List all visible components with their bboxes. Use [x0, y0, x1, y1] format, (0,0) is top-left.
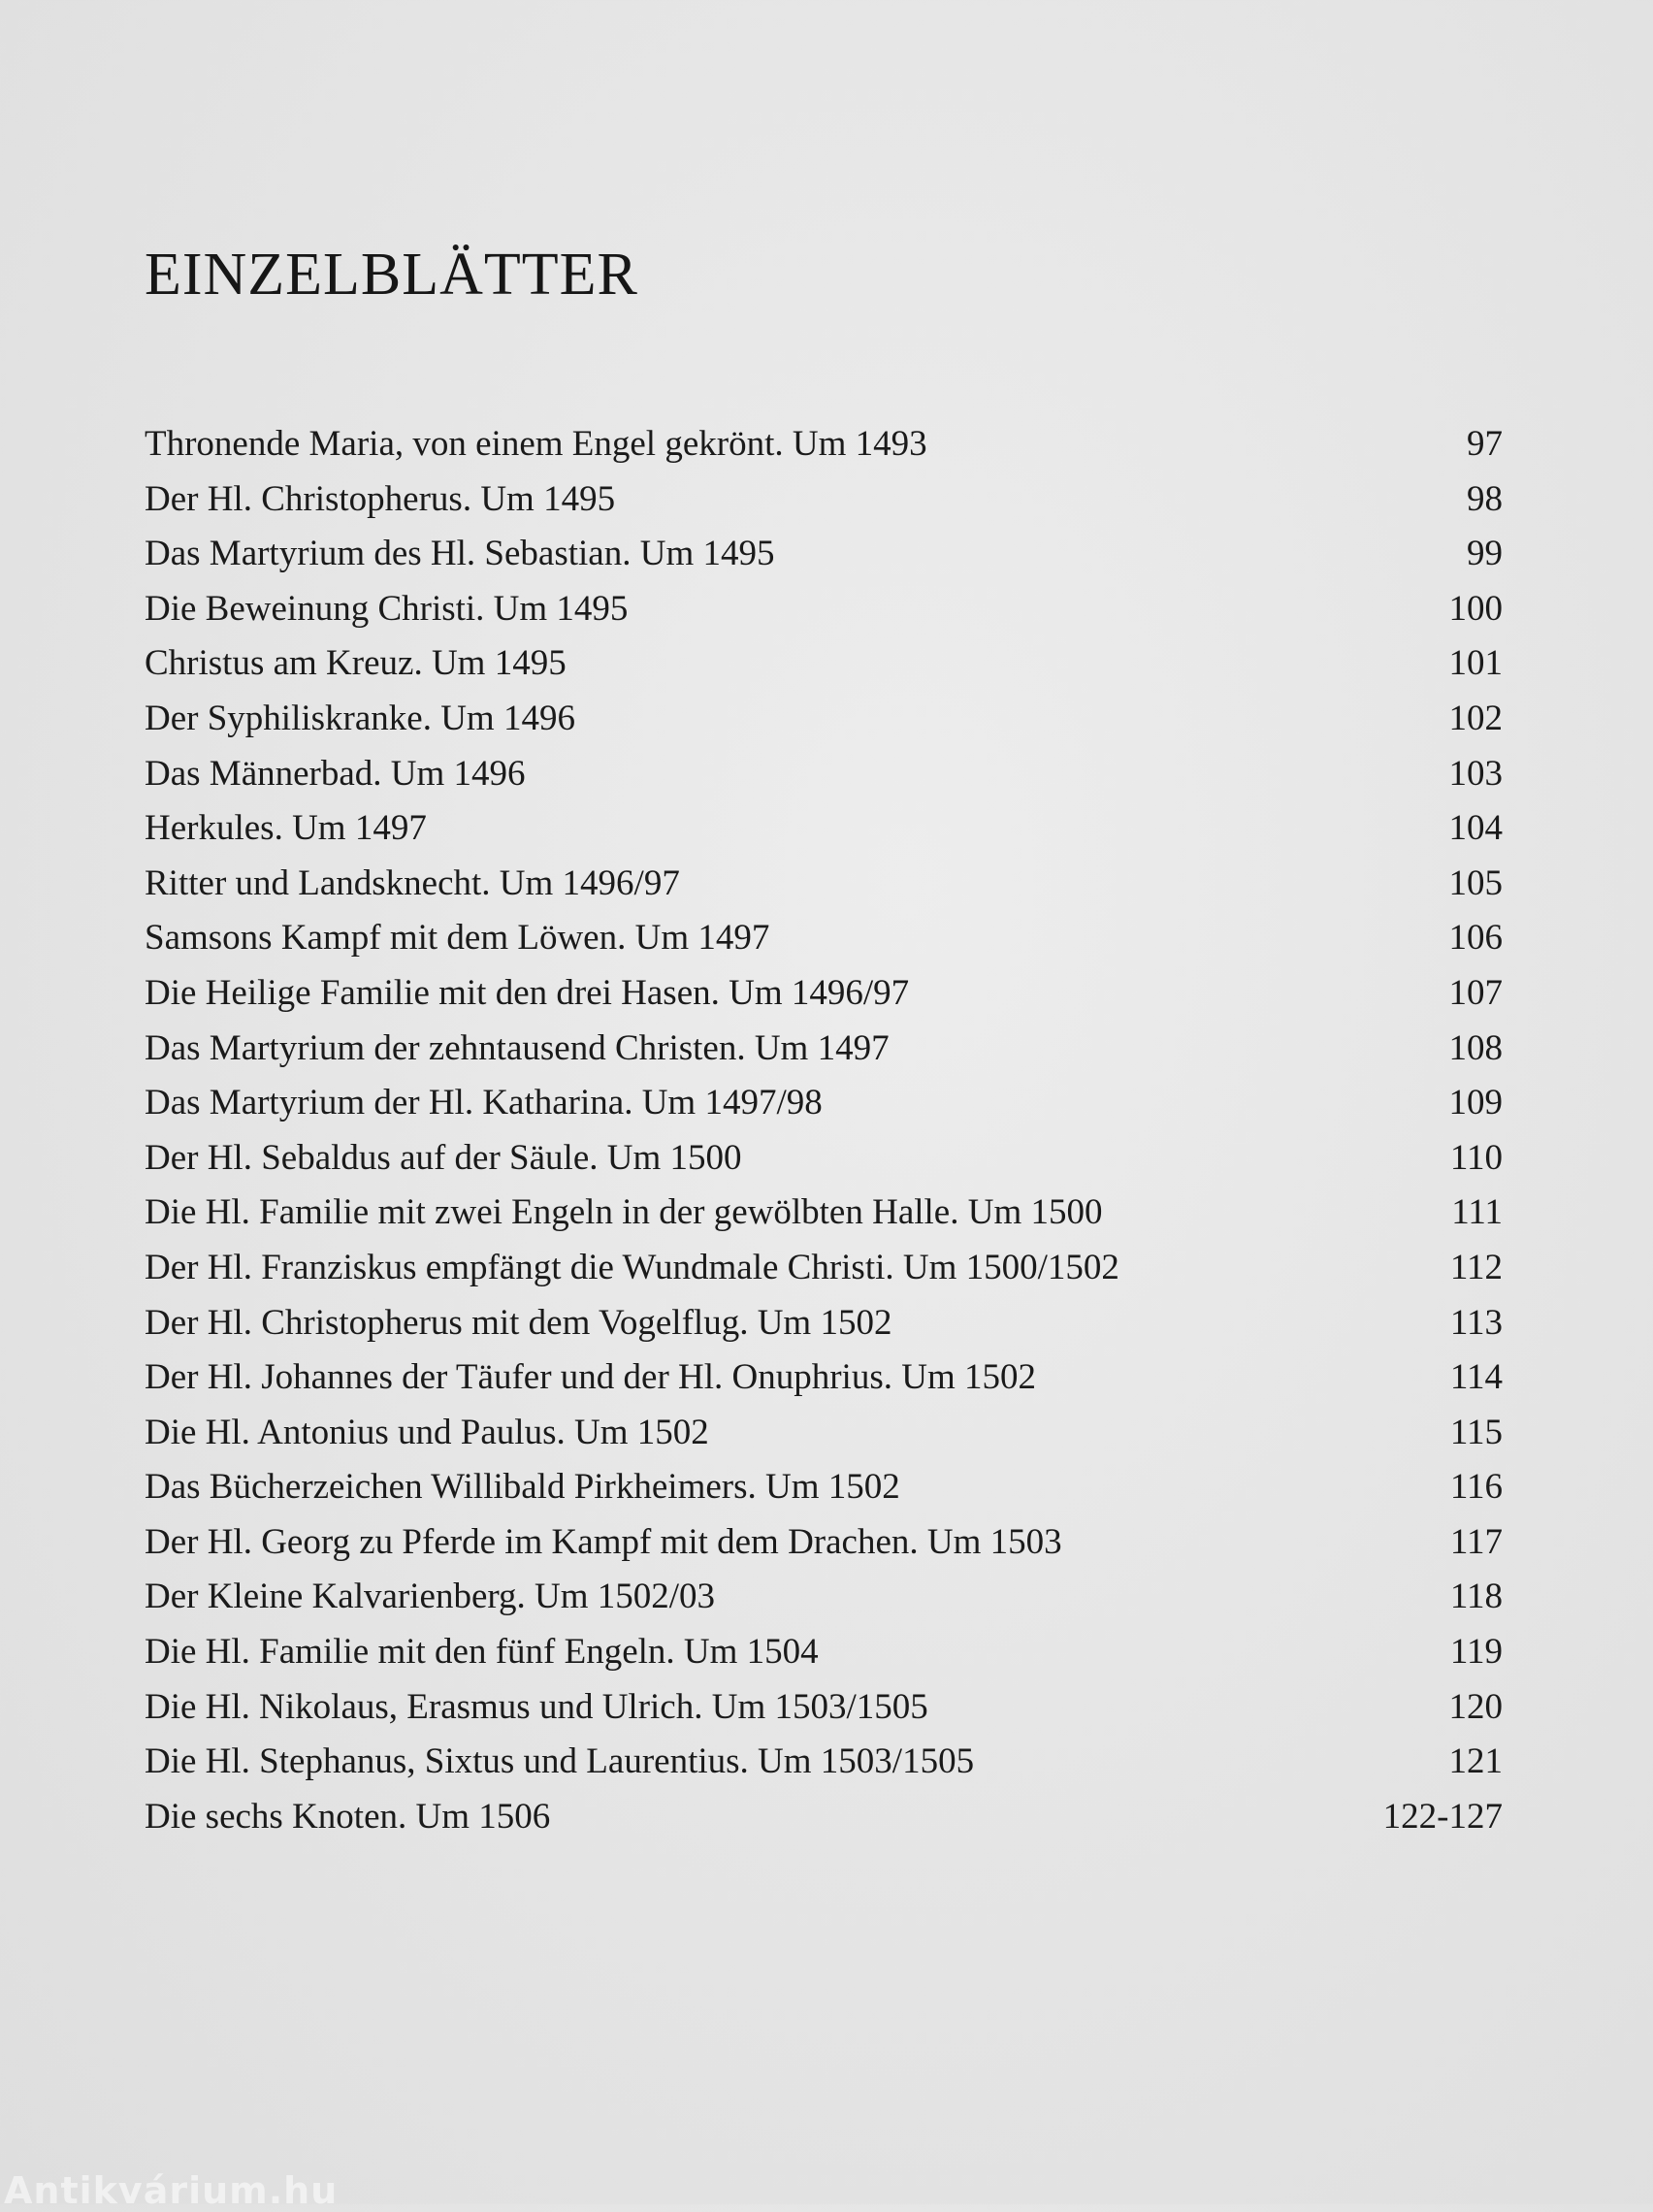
toc-entry-page-number: 105: [1448, 862, 1503, 903]
toc-entry: [145, 801, 1503, 857]
toc-entry-title: Der Hl. Christopherus. Um 1495: [145, 478, 616, 519]
toc-entry-title: Die Hl. Antonius und Paulus. Um 1502: [145, 1412, 709, 1452]
toc-entry-page-number: 99: [1467, 534, 1503, 574]
toc-entry: [145, 1735, 1503, 1790]
toc-entry: [145, 1680, 1503, 1736]
toc-entry-title: Samsons Kampf mit dem Löwen. Um 1497: [145, 918, 770, 959]
toc-entry: [145, 1406, 1503, 1461]
toc-entry-title: Das Bücherzeichen Willibald Pirkheimers. Um 1502: [145, 1467, 900, 1508]
toc-entry-title: Thronende Maria, von einem Engel gekrönt. Um 1493: [145, 424, 927, 464]
toc-entry: [145, 1022, 1503, 1077]
toc-entry-title: Der Hl. Georg zu Pferde im Kampf mit dem Drachen. Um 1503: [145, 1521, 1062, 1562]
toc-entry-title: Christus am Kreuz. Um 1495: [145, 643, 567, 684]
toc-entry-page-number: 116: [1449, 1467, 1503, 1508]
toc-entry: [145, 1186, 1503, 1241]
toc-entry-page-number: 119: [1449, 1632, 1503, 1673]
toc-entry-page-number: 104: [1448, 808, 1503, 849]
toc-entry-page-number: 108: [1448, 1027, 1503, 1068]
toc-entry-page-number: 110: [1449, 1137, 1503, 1178]
toc-entry-title: Der Hl. Johannes der Täufer und der Hl. Onuphrius. Um 1502: [145, 1357, 1036, 1398]
toc-entry-title: Das Martyrium der zehntausend Christen. Um 1497: [145, 1027, 890, 1068]
toc-entry: [145, 527, 1503, 582]
toc-entry-page-number: 121: [1448, 1741, 1503, 1782]
toc-entry: [145, 747, 1503, 802]
toc-entry-page-number: 122-127: [1382, 1796, 1503, 1837]
section-heading: EINZELBLÄTTER: [145, 242, 638, 308]
toc-entry-page-number: 112: [1449, 1247, 1503, 1287]
toc-entry-page-number: 107: [1448, 972, 1503, 1013]
toc-entry: [145, 636, 1503, 692]
toc-entry: [145, 1296, 1503, 1351]
toc-entry-page-number: 120: [1448, 1686, 1503, 1727]
toc-entry: [145, 472, 1503, 528]
toc-entry-page-number: 101: [1448, 643, 1503, 684]
watermark: Antikvárium.hu: [4, 2169, 339, 2212]
toc-entry: [145, 1625, 1503, 1680]
toc-entry: [145, 1570, 1503, 1625]
toc-entry: [145, 857, 1503, 912]
toc-entry-page-number: 113: [1449, 1302, 1503, 1343]
toc-entry-page-number: 103: [1448, 753, 1503, 794]
toc-entry-page-number: 102: [1448, 698, 1503, 738]
toc-entry-title: Die Hl. Familie mit den fünf Engeln. Um 1504: [145, 1632, 819, 1673]
toc-entry-title: Der Kleine Kalvarienberg. Um 1502/03: [145, 1577, 716, 1617]
toc-entry: [145, 1515, 1503, 1571]
toc-entry: [145, 582, 1503, 637]
toc-entry-title: Das Martyrium der Hl. Katharina. Um 1497/98: [145, 1083, 823, 1123]
toc-entry-title: Der Syphiliskranke. Um 1496: [145, 698, 575, 738]
toc-entry: [145, 417, 1503, 472]
toc-entry: [145, 1131, 1503, 1187]
toc-entry-title: Das Männerbad. Um 1496: [145, 753, 526, 794]
toc-entry-page-number: 115: [1449, 1412, 1503, 1452]
toc-entry-page-number: 117: [1449, 1521, 1503, 1562]
toc-entry-title: Die Hl. Stephanus, Sixtus und Laurentius. Um 1503/1505: [145, 1741, 975, 1782]
toc-entry: [145, 1350, 1503, 1406]
toc-entry-page-number: 97: [1467, 424, 1503, 464]
toc-entry-page-number: 100: [1448, 588, 1503, 629]
toc-entry: [145, 1460, 1503, 1515]
toc-entry: [145, 911, 1503, 966]
toc-entry-title: Die Hl. Familie mit zwei Engeln in der gewölbten Halle. Um 1500: [145, 1192, 1103, 1233]
toc-entry: [145, 1241, 1503, 1296]
toc-entry-title: Der Hl. Sebaldus auf der Säule. Um 1500: [145, 1137, 742, 1178]
toc-entry-page-number: 111: [1451, 1192, 1503, 1233]
toc-entry-title: Das Martyrium des Hl. Sebastian. Um 1495: [145, 534, 775, 574]
toc-entry-page-number: 106: [1448, 918, 1503, 959]
toc-entry-title: Die Hl. Nikolaus, Erasmus und Ulrich. Um 1503/1505: [145, 1686, 928, 1727]
toc-entry: [145, 1076, 1503, 1131]
table-of-contents: [145, 417, 1503, 1844]
toc-entry-page-number: 114: [1449, 1357, 1503, 1398]
toc-entry-title: Der Hl. Christopherus mit dem Vogelflug. Um 1502: [145, 1302, 892, 1343]
toc-entry-title: Die Heilige Familie mit den drei Hasen. Um 1496/97: [145, 972, 910, 1013]
toc-entry: [145, 692, 1503, 747]
toc-entry-title: Die Beweinung Christi. Um 1495: [145, 588, 629, 629]
toc-entry-page-number: 118: [1449, 1577, 1503, 1617]
toc-entry-title: Ritter und Landsknecht. Um 1496/97: [145, 862, 680, 903]
toc-entry-title: Der Hl. Franziskus empfängt die Wundmale Christi. Um 1500/1502: [145, 1247, 1119, 1287]
toc-entry: [145, 966, 1503, 1022]
toc-entry: [145, 1790, 1503, 1845]
toc-entry-page-number: 98: [1467, 478, 1503, 519]
toc-entry-title: Herkules. Um 1497: [145, 808, 427, 849]
toc-entry-title: Die sechs Knoten. Um 1506: [145, 1796, 551, 1837]
toc-entry-page-number: 109: [1448, 1083, 1503, 1123]
